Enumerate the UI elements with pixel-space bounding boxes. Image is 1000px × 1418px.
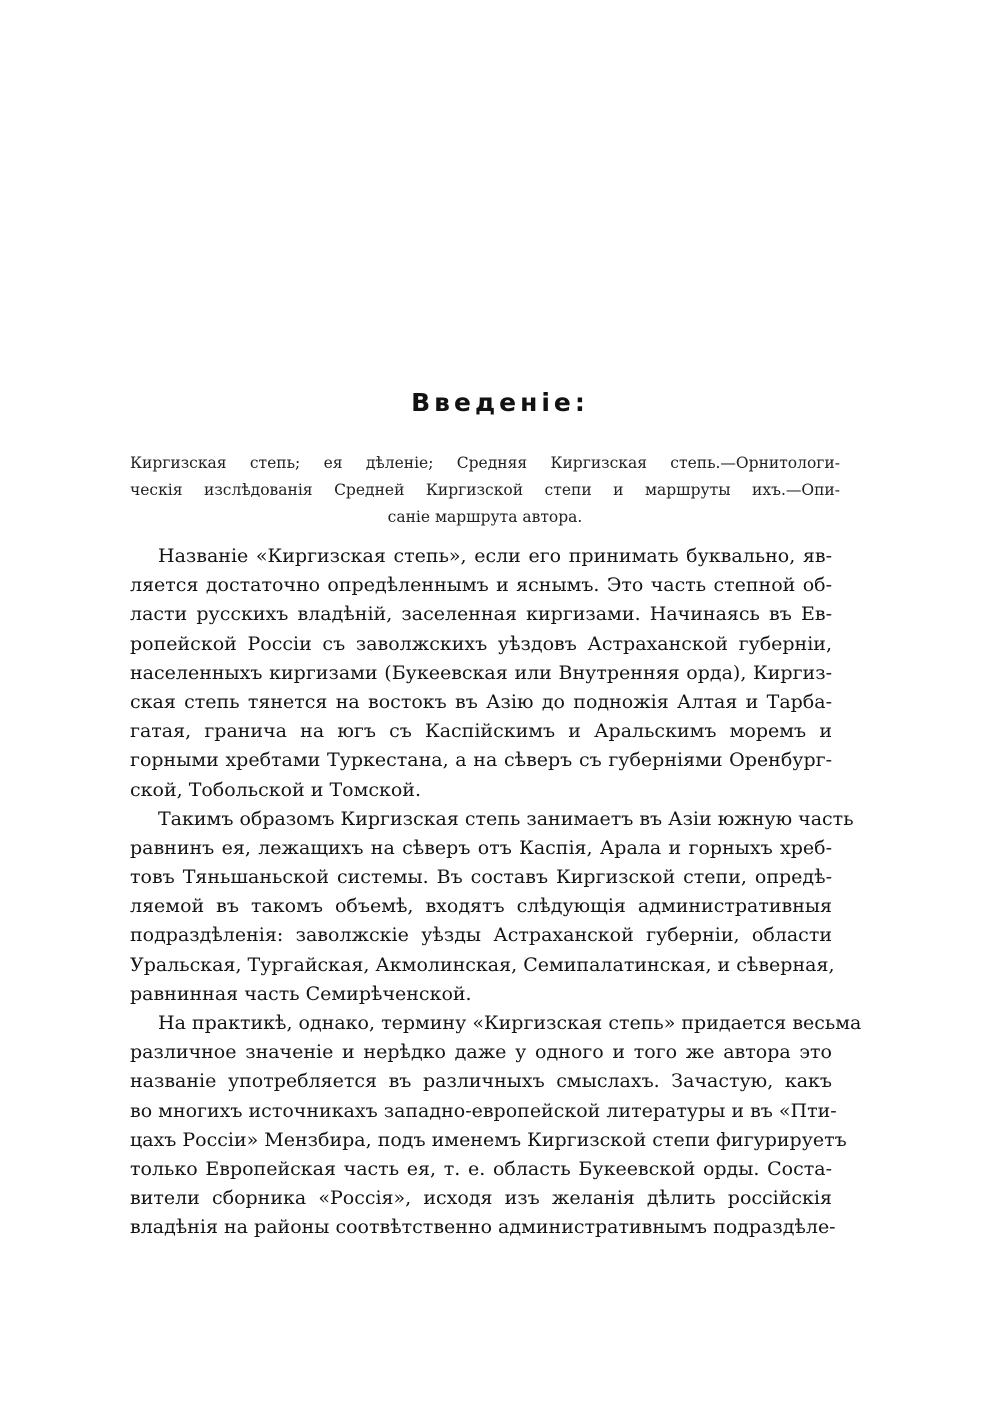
body-line: гатая, гранича на югъ съ Каспійскимъ и Аральскимъ моремъ и	[130, 720, 832, 743]
body-line: равнинъ ея, лежащихъ на сѣверъ отъ Каспія, Арала и горныхъ хреб-	[130, 836, 832, 859]
summary-line: ческія изслѣдованія Средней Киргизской степи и маршруты ихъ.—Опи-	[130, 481, 840, 499]
body-line: товъ Тяньшаньской системы. Въ составъ Киргизской степи, опредѣ-	[130, 866, 832, 889]
body-line: Такимъ образомъ Киргизская степь занимаетъ въ Азіи южную часть	[158, 807, 854, 830]
body-line: ская степь тянется на востокъ въ Азію до подножія Алтая и Тарба-	[130, 690, 832, 713]
body-line: горными хребтами Туркестана, а на сѣверъ съ губерніями Оренбург-	[130, 749, 832, 772]
body-line: владѣнія на районы соотвѣтственно административнымъ подраздѣле-	[130, 1216, 836, 1239]
body-line: населенныхъ киргизами (Букеевская или Внутренняя орда), Киргиз-	[130, 661, 832, 684]
body-line: вители сборника «Россія», исходя изъ желанія дѣлить россійскія	[130, 1187, 832, 1210]
summary-line: Киргизская степь; ея дѣленіе; Средняя Киргизская степь.—Орнитологи-	[130, 454, 840, 472]
chapter-title: Введеніе:	[411, 388, 589, 417]
body-line: ской, Тобольской и Томской.	[130, 778, 422, 801]
body-line: равнинная часть Семирѣченской.	[130, 982, 472, 1005]
body-line: На практикѣ, однако, термину «Киргизская степь» придается весьма	[158, 1012, 862, 1034]
body-line: цахъ Россіи» Мензбира, подъ именемъ Киргизской степи фигурируетъ	[130, 1128, 847, 1151]
body-line: ропейской Россіи съ заволжскихъ уѣздовъ Астраханской губерніи,	[130, 632, 832, 655]
body-line: ляется достаточно опредѣленнымъ и яснымъ. Это часть степной об-	[130, 574, 832, 597]
body-line: ляемой въ такомъ объемѣ, входятъ слѣдующія административныя	[130, 895, 832, 918]
summary-line: саніе маршрута автора.	[387, 508, 583, 526]
body-line: названіе употребляется въ различныхъ смыслахъ. Зачастую, какъ	[130, 1070, 832, 1093]
body-line: различное значеніе и нерѣдко даже у одного и того же автора это	[130, 1041, 832, 1064]
body-line: только Европейская часть ея, т. е. область Букеевской орды. Соста-	[130, 1157, 832, 1180]
body-line: во многихъ источникахъ западно-европейской литературы и въ «Пти-	[130, 1099, 837, 1122]
body-line: ласти русскихъ владѣній, заселенная киргизами. Начинаясь въ Ев-	[130, 603, 832, 626]
body-line: Названіе «Киргизская степь», если его принимать буквально, яв-	[158, 545, 832, 567]
body-line: Уральская, Тургайская, Акмолинская, Семипалатинская, и сѣверная,	[130, 953, 835, 976]
body-text	[130, 542, 862, 1243]
chapter-summary	[130, 450, 840, 531]
body-line: подраздѣленія: заволжскіе уѣзды Астраханской губерніи, области	[130, 924, 832, 947]
